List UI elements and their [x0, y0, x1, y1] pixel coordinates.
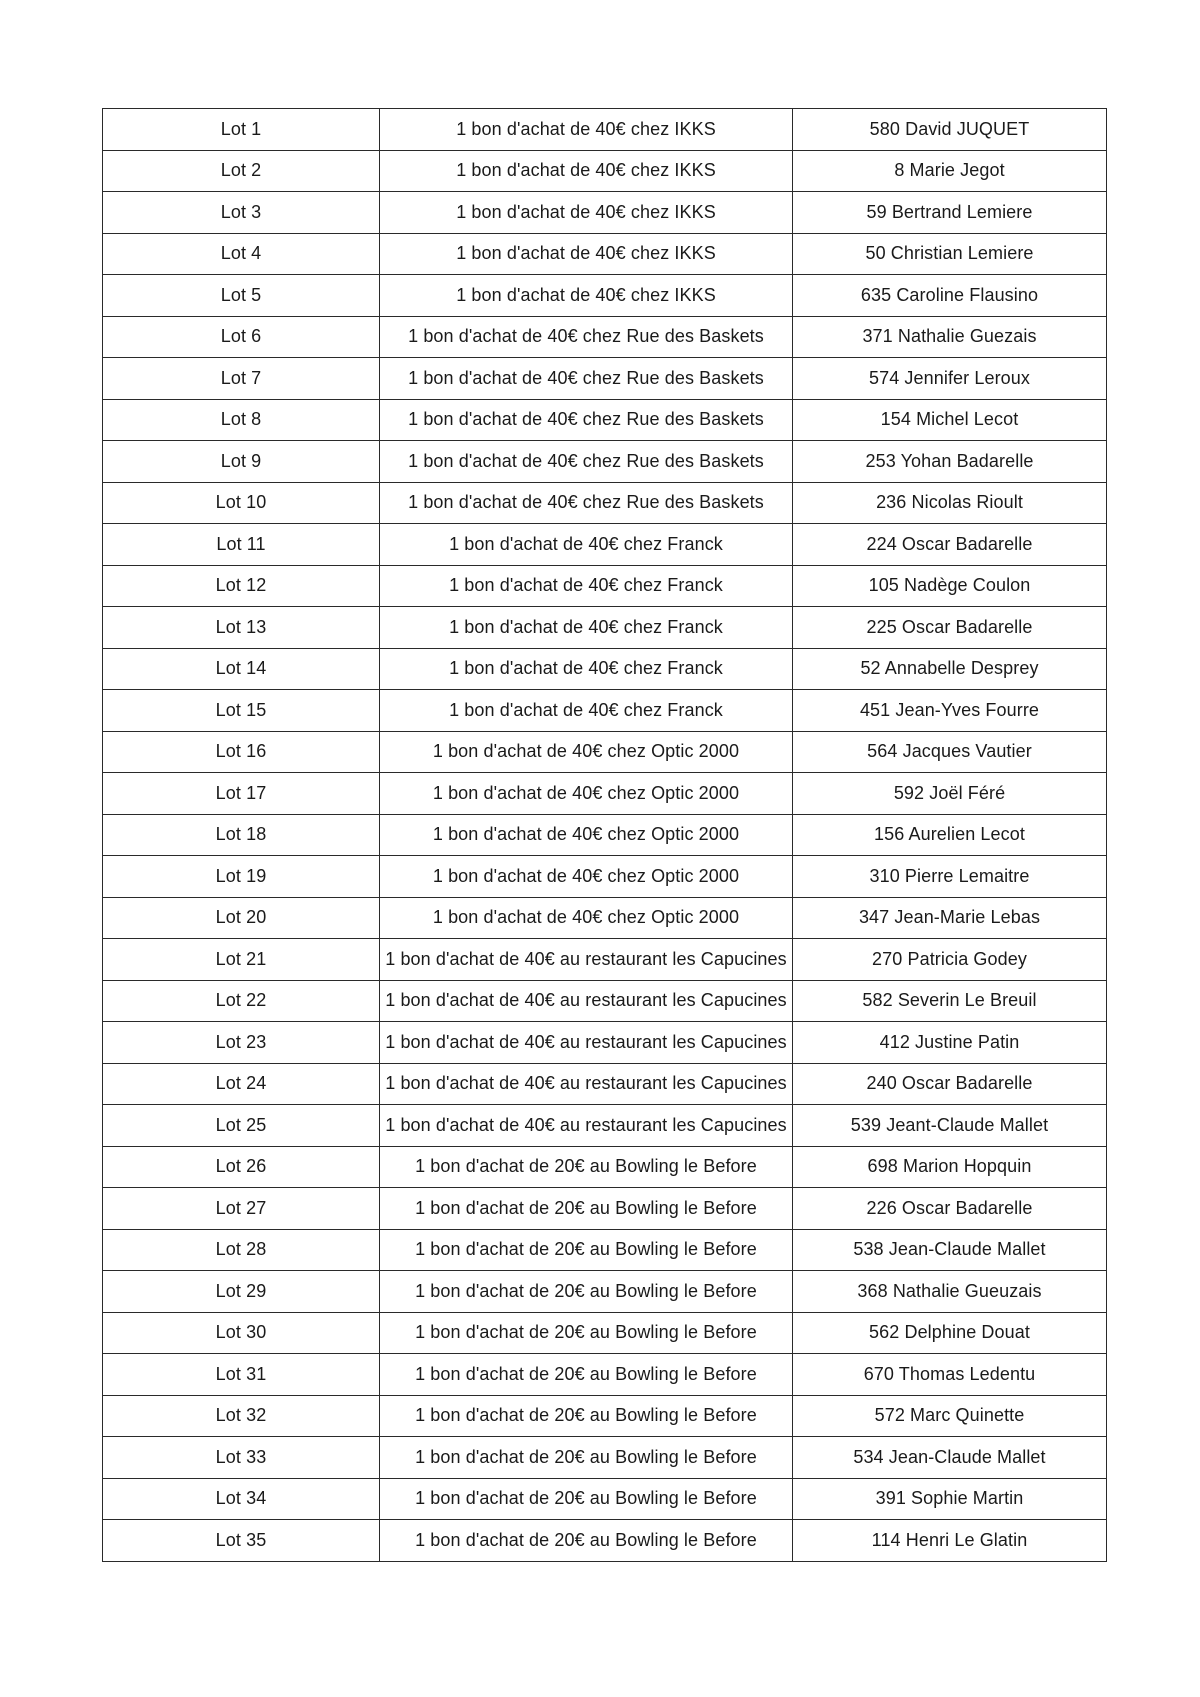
prize-cell: 1 bon d'achat de 40€ chez Optic 2000 — [380, 731, 793, 773]
table-row — [103, 1063, 1107, 1105]
lot-number-cell: Lot 33 — [103, 1437, 380, 1479]
prize-cell: 1 bon d'achat de 20€ au Bowling le Before — [380, 1229, 793, 1271]
winner-cell: 574 Jennifer Leroux — [793, 358, 1107, 400]
prize-cell: 1 bon d'achat de 40€ au restaurant les Capucines — [380, 1063, 793, 1105]
lot-number-cell: Lot 19 — [103, 856, 380, 898]
table-row — [103, 441, 1107, 483]
table-row — [103, 980, 1107, 1022]
winner-cell: 391 Sophie Martin — [793, 1478, 1107, 1520]
prize-cell: 1 bon d'achat de 20€ au Bowling le Before — [380, 1520, 793, 1562]
prize-cell: 1 bon d'achat de 20€ au Bowling le Before — [380, 1146, 793, 1188]
lot-number-cell: Lot 2 — [103, 150, 380, 192]
winner-cell: 226 Oscar Badarelle — [793, 1188, 1107, 1230]
table-row — [103, 1022, 1107, 1064]
prize-cell: 1 bon d'achat de 40€ chez Rue des Baskets — [380, 316, 793, 358]
lot-number-cell: Lot 27 — [103, 1188, 380, 1230]
prize-cell: 1 bon d'achat de 40€ chez Optic 2000 — [380, 773, 793, 815]
prize-cell: 1 bon d'achat de 40€ chez Franck — [380, 565, 793, 607]
prize-cell: 1 bon d'achat de 20€ au Bowling le Before — [380, 1188, 793, 1230]
lot-number-cell: Lot 29 — [103, 1271, 380, 1313]
lot-number-cell: Lot 9 — [103, 441, 380, 483]
lot-number-cell: Lot 8 — [103, 399, 380, 441]
winner-cell: 50 Christian Lemiere — [793, 233, 1107, 275]
prize-cell: 1 bon d'achat de 40€ chez Rue des Baskets — [380, 358, 793, 400]
lot-number-cell: Lot 10 — [103, 482, 380, 524]
prize-cell: 1 bon d'achat de 40€ chez IKKS — [380, 233, 793, 275]
table-row — [103, 316, 1107, 358]
table-row — [103, 939, 1107, 981]
winner-cell: 154 Michel Lecot — [793, 399, 1107, 441]
table-row — [103, 275, 1107, 317]
table-row — [103, 192, 1107, 234]
lot-number-cell: Lot 35 — [103, 1520, 380, 1562]
lots-table-body — [103, 109, 1107, 1562]
winner-cell: 368 Nathalie Gueuzais — [793, 1271, 1107, 1313]
lot-number-cell: Lot 31 — [103, 1354, 380, 1396]
prize-cell: 1 bon d'achat de 40€ chez Rue des Baskets — [380, 399, 793, 441]
lot-number-cell: Lot 21 — [103, 939, 380, 981]
lot-number-cell: Lot 34 — [103, 1478, 380, 1520]
prize-cell: 1 bon d'achat de 40€ chez IKKS — [380, 109, 793, 151]
winner-cell: 534 Jean-Claude Mallet — [793, 1437, 1107, 1479]
prize-cell: 1 bon d'achat de 20€ au Bowling le Before — [380, 1312, 793, 1354]
table-row — [103, 1312, 1107, 1354]
prize-cell: 1 bon d'achat de 40€ au restaurant les Capucines — [380, 939, 793, 981]
prize-cell: 1 bon d'achat de 40€ au restaurant les Capucines — [380, 980, 793, 1022]
lot-number-cell: Lot 17 — [103, 773, 380, 815]
winner-cell: 670 Thomas Ledentu — [793, 1354, 1107, 1396]
table-row — [103, 1395, 1107, 1437]
winner-cell: 224 Oscar Badarelle — [793, 524, 1107, 566]
winner-cell: 451 Jean-Yves Fourre — [793, 690, 1107, 732]
table-row — [103, 109, 1107, 151]
lot-number-cell: Lot 6 — [103, 316, 380, 358]
prize-cell: 1 bon d'achat de 40€ chez IKKS — [380, 150, 793, 192]
lot-number-cell: Lot 11 — [103, 524, 380, 566]
winner-cell: 592 Joël Féré — [793, 773, 1107, 815]
table-row — [103, 1188, 1107, 1230]
table-row — [103, 150, 1107, 192]
lot-number-cell: Lot 18 — [103, 814, 380, 856]
table-row — [103, 524, 1107, 566]
winner-cell: 236 Nicolas Rioult — [793, 482, 1107, 524]
table-row — [103, 358, 1107, 400]
prize-cell: 1 bon d'achat de 40€ chez Franck — [380, 607, 793, 649]
lot-number-cell: Lot 15 — [103, 690, 380, 732]
lot-number-cell: Lot 30 — [103, 1312, 380, 1354]
table-row — [103, 1146, 1107, 1188]
table-row — [103, 399, 1107, 441]
lot-number-cell: Lot 7 — [103, 358, 380, 400]
lot-number-cell: Lot 12 — [103, 565, 380, 607]
winner-cell: 572 Marc Quinette — [793, 1395, 1107, 1437]
lot-number-cell: Lot 14 — [103, 648, 380, 690]
prize-cell: 1 bon d'achat de 40€ chez Franck — [380, 648, 793, 690]
table-row — [103, 731, 1107, 773]
table-row — [103, 565, 1107, 607]
table-row — [103, 1478, 1107, 1520]
table-row — [103, 1354, 1107, 1396]
table-row — [103, 1105, 1107, 1147]
lot-number-cell: Lot 32 — [103, 1395, 380, 1437]
prize-cell: 1 bon d'achat de 40€ chez Franck — [380, 524, 793, 566]
winner-cell: 253 Yohan Badarelle — [793, 441, 1107, 483]
lot-number-cell: Lot 1 — [103, 109, 380, 151]
lot-number-cell: Lot 24 — [103, 1063, 380, 1105]
prize-cell: 1 bon d'achat de 40€ au restaurant les Capucines — [380, 1022, 793, 1064]
table-row — [103, 690, 1107, 732]
winner-cell: 347 Jean-Marie Lebas — [793, 897, 1107, 939]
table-row — [103, 1229, 1107, 1271]
winner-cell: 698 Marion Hopquin — [793, 1146, 1107, 1188]
winner-cell: 371 Nathalie Guezais — [793, 316, 1107, 358]
winner-cell: 582 Severin Le Breuil — [793, 980, 1107, 1022]
table-row — [103, 482, 1107, 524]
prize-cell: 1 bon d'achat de 40€ chez Optic 2000 — [380, 814, 793, 856]
lot-number-cell: Lot 20 — [103, 897, 380, 939]
prize-cell: 1 bon d'achat de 40€ chez Optic 2000 — [380, 897, 793, 939]
lots-table — [102, 108, 1107, 1562]
table-row — [103, 233, 1107, 275]
table-row — [103, 1520, 1107, 1562]
table-row — [103, 773, 1107, 815]
table-row — [103, 648, 1107, 690]
winner-cell: 156 Aurelien Lecot — [793, 814, 1107, 856]
winner-cell: 59 Bertrand Lemiere — [793, 192, 1107, 234]
winner-cell: 635 Caroline Flausino — [793, 275, 1107, 317]
winner-cell: 105 Nadège Coulon — [793, 565, 1107, 607]
winner-cell: 564 Jacques Vautier — [793, 731, 1107, 773]
winner-cell: 8 Marie Jegot — [793, 150, 1107, 192]
lot-number-cell: Lot 3 — [103, 192, 380, 234]
prize-cell: 1 bon d'achat de 40€ chez IKKS — [380, 192, 793, 234]
lot-number-cell: Lot 22 — [103, 980, 380, 1022]
lot-number-cell: Lot 28 — [103, 1229, 380, 1271]
table-row — [103, 856, 1107, 898]
lot-number-cell: Lot 25 — [103, 1105, 380, 1147]
winner-cell: 538 Jean-Claude Mallet — [793, 1229, 1107, 1271]
winner-cell: 562 Delphine Douat — [793, 1312, 1107, 1354]
prize-cell: 1 bon d'achat de 40€ chez Franck — [380, 690, 793, 732]
lot-number-cell: Lot 4 — [103, 233, 380, 275]
winner-cell: 114 Henri Le Glatin — [793, 1520, 1107, 1562]
winner-cell: 412 Justine Patin — [793, 1022, 1107, 1064]
winner-cell: 52 Annabelle Desprey — [793, 648, 1107, 690]
prize-cell: 1 bon d'achat de 20€ au Bowling le Before — [380, 1437, 793, 1479]
prize-cell: 1 bon d'achat de 20€ au Bowling le Before — [380, 1478, 793, 1520]
prize-cell: 1 bon d'achat de 40€ chez IKKS — [380, 275, 793, 317]
prize-cell: 1 bon d'achat de 40€ chez Optic 2000 — [380, 856, 793, 898]
prize-cell: 1 bon d'achat de 40€ chez Rue des Baskets — [380, 482, 793, 524]
lot-number-cell: Lot 5 — [103, 275, 380, 317]
table-row — [103, 814, 1107, 856]
prize-cell: 1 bon d'achat de 20€ au Bowling le Before — [380, 1354, 793, 1396]
table-row — [103, 1437, 1107, 1479]
table-row — [103, 607, 1107, 649]
winner-cell: 310 Pierre Lemaitre — [793, 856, 1107, 898]
prize-cell: 1 bon d'achat de 40€ chez Rue des Baskets — [380, 441, 793, 483]
winner-cell: 539 Jeant-Claude Mallet — [793, 1105, 1107, 1147]
prize-cell: 1 bon d'achat de 40€ au restaurant les Capucines — [380, 1105, 793, 1147]
prize-cell: 1 bon d'achat de 20€ au Bowling le Before — [380, 1395, 793, 1437]
lot-number-cell: Lot 23 — [103, 1022, 380, 1064]
winner-cell: 270 Patricia Godey — [793, 939, 1107, 981]
winner-cell: 580 David JUQUET — [793, 109, 1107, 151]
lot-number-cell: Lot 26 — [103, 1146, 380, 1188]
lot-number-cell: Lot 16 — [103, 731, 380, 773]
lot-number-cell: Lot 13 — [103, 607, 380, 649]
winner-cell: 225 Oscar Badarelle — [793, 607, 1107, 649]
table-row — [103, 897, 1107, 939]
prize-cell: 1 bon d'achat de 20€ au Bowling le Before — [380, 1271, 793, 1313]
table-row — [103, 1271, 1107, 1313]
winner-cell: 240 Oscar Badarelle — [793, 1063, 1107, 1105]
